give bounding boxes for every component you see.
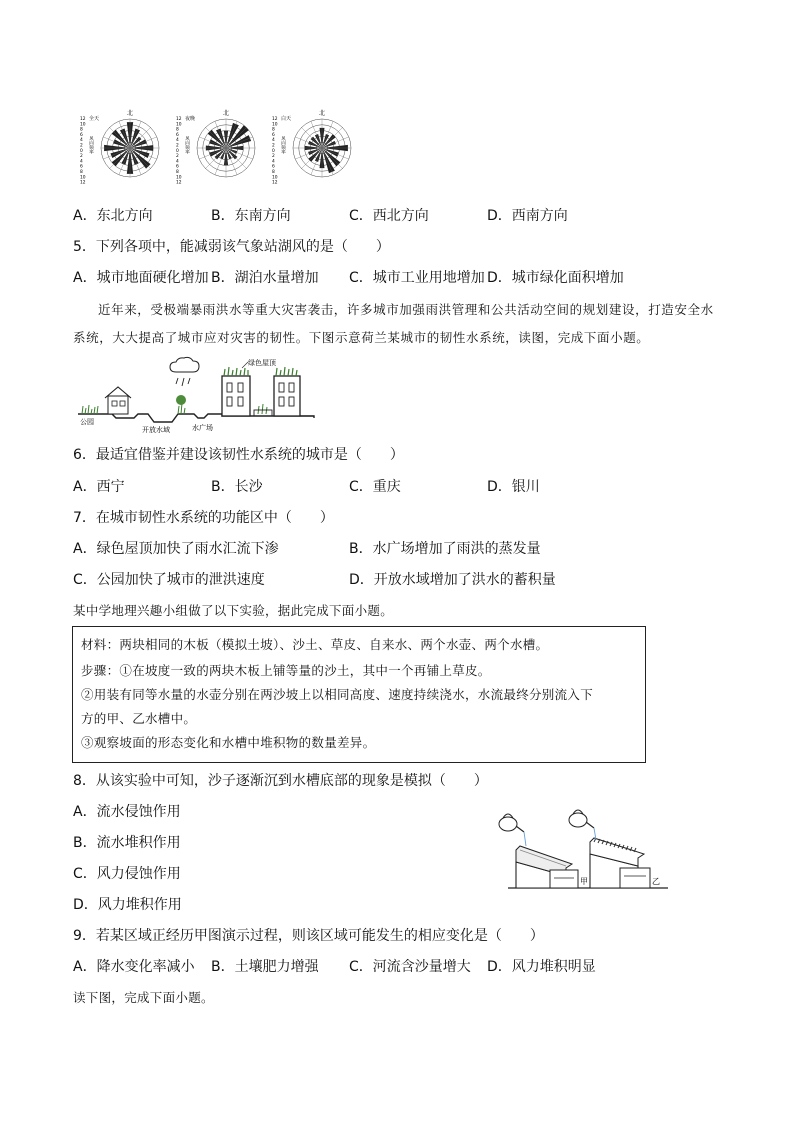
label-water-plaza: 水广场: [192, 424, 213, 432]
rose-axis-label: 风向频率: [88, 136, 94, 154]
wind-rose-figure: [78, 108, 358, 188]
q4-option-d[interactable]: D．西南方向: [487, 208, 568, 224]
rose-tick-label: 2: [176, 154, 179, 160]
wind-rose-1: [80, 109, 159, 186]
rose-period-label: 全天: [89, 116, 100, 122]
rose-tick-label: 8: [272, 127, 275, 133]
rose-tick-label: 12: [272, 117, 278, 122]
rose-tick-label: 8: [80, 170, 83, 175]
q8-option-c[interactable]: C．风力侵蚀作用: [73, 866, 181, 882]
label-open-water: 开放水域: [142, 426, 170, 434]
q6-option-a[interactable]: A．西宁: [73, 479, 125, 495]
q9-option-d[interactable]: D．风力堆积明显: [487, 959, 596, 975]
rose-tick-label: 6: [272, 164, 275, 170]
rose-tick-label: 8: [176, 127, 179, 133]
rose-tick-label: 10: [80, 175, 86, 181]
q6-option-b[interactable]: B．长沙: [211, 479, 263, 495]
rose-tick-label: 2: [80, 154, 83, 160]
experiment-step-2a: ②用装有同等水量的水壶分别在两沙坡上以相同高度、速度持续浇水，水流最终分别流入下: [81, 687, 594, 702]
label-park: 公园: [80, 418, 94, 426]
rose-tick-label: 4: [80, 159, 83, 165]
q7-option-a[interactable]: A．绿色屋顶加快了雨水汇流下渗: [73, 541, 279, 557]
q9-option-b[interactable]: B．土壤肥力增强: [211, 959, 319, 975]
q9-stem: 9．若某区域正经历甲图演示过程，则该区域可能发生的相应变化是（ ）: [73, 928, 544, 944]
rose-tick-label: 12: [176, 117, 182, 122]
rose-tick-label: 6: [80, 132, 83, 138]
wind-rose-2: [176, 109, 255, 186]
rose-tick-label: 6: [176, 164, 179, 170]
rose-axis-label: 风向频率: [184, 136, 190, 154]
rose-tick-label: 0: [80, 148, 83, 154]
q6-option-d[interactable]: D．银川: [487, 479, 540, 495]
rose-period-label: 白天: [281, 116, 292, 122]
rose-north-label: 北: [127, 110, 134, 117]
passage-read-figure: 读下图，完成下面小题。: [73, 990, 214, 1005]
rose-tick-label: 2: [80, 143, 83, 149]
label-green-roof: 绿色屋顶: [248, 359, 276, 367]
q5-option-a[interactable]: A．城市地面硬化增加: [73, 270, 209, 286]
q5-option-d[interactable]: D．城市绿化面积增加: [487, 270, 624, 286]
label-trough-yi: 乙: [652, 877, 660, 886]
experiment-step-1: 步骤：①在坡度一致的两块木板上铺等量的沙土，其中一个再铺上草皮。: [81, 663, 491, 678]
rose-tick-label: 12: [80, 117, 86, 122]
rose-tick-label: 0: [176, 148, 179, 154]
rose-tick-label: 8: [272, 170, 275, 175]
rose-tick-label: 6: [80, 164, 83, 170]
rose-period-label: 夜晚: [185, 116, 196, 122]
resilient-water-figure: [78, 356, 318, 434]
q7-option-d[interactable]: D．开放水域增加了洪水的蓄积量: [349, 572, 556, 588]
q9-option-a[interactable]: A．降水变化率减小: [73, 959, 195, 975]
rose-tick-label: 8: [176, 170, 179, 175]
experiment-materials: 材料：两块相同的木板（模拟土坡）、沙土、草皮、自来水、两个水壶、两个水槽。: [81, 637, 549, 652]
q5-option-b[interactable]: B．湖泊水量增加: [211, 270, 319, 286]
rose-tick-label: 4: [176, 159, 179, 165]
rose-tick-label: 6: [272, 132, 275, 138]
rose-tick-label: 10: [272, 175, 278, 181]
q8-option-d[interactable]: D．风力堆积作用: [73, 897, 182, 913]
q5-stem: 5．下列各项中，能减弱该气象站湖风的是（ ）: [73, 239, 390, 255]
wind-rose-3: [272, 109, 351, 186]
experiment-step-2b: 方的甲、乙水槽中。: [81, 711, 197, 726]
rose-tick-label: 12: [176, 180, 182, 186]
rose-tick-label: 4: [80, 138, 83, 144]
q7-stem: 7．在城市韧性水系统的功能区中（ ）: [73, 510, 334, 526]
q6-option-c[interactable]: C．重庆: [349, 479, 401, 495]
rose-tick-label: 10: [176, 122, 182, 128]
rose-tick-label: 0: [272, 148, 275, 154]
rose-tick-label: 2: [272, 154, 275, 160]
q8-stem: 8．从该实验中可知，沙子逐渐沉到水槽底部的现象是模拟（ ）: [73, 773, 488, 789]
rose-tick-label: 6: [176, 132, 179, 138]
q8-option-a[interactable]: A．流水侵蚀作用: [73, 804, 181, 820]
rose-tick-label: 10: [272, 122, 278, 128]
rose-tick-label: 4: [176, 138, 179, 144]
passage-resilient-water: 近年来，受极端暴雨洪水等重大灾害袭击，许多城市加强雨洪管理和公共活动空间的规划建设，打造安全水系统，大大提高了城市应对灾害的韧性。下图示意荷兰某城市的韧性水系统，读图，完成下面小题。: [73, 302, 714, 345]
experiment-step-3: ③观察坡面的形态变化和水槽中堆积物的数量差异。: [81, 735, 376, 750]
q4-option-a[interactable]: A．东北方向: [73, 208, 153, 224]
q7-option-c[interactable]: C．公园加快了城市的泄洪速度: [73, 572, 265, 588]
q4-option-c[interactable]: C．西北方向: [349, 208, 429, 224]
rose-tick-label: 10: [80, 122, 86, 128]
q4-option-b[interactable]: B．东南方向: [211, 208, 291, 224]
rose-tick-label: 12: [272, 180, 278, 186]
label-trough-jia: 甲: [580, 877, 588, 886]
wind-rose-charts: [78, 108, 358, 188]
rose-tick-label: 4: [272, 159, 275, 165]
experiment-box: [72, 626, 646, 763]
slope-experiment-figure: [494, 806, 670, 892]
q8-option-b[interactable]: B．流水堆积作用: [73, 835, 181, 851]
rose-tick-label: 2: [272, 143, 275, 149]
rose-north-label: 北: [223, 110, 230, 117]
rose-tick-label: 10: [176, 175, 182, 181]
passage-experiment-intro: 某中学地理兴趣小组做了以下实验，据此完成下面小题。: [73, 603, 394, 618]
rose-tick-label: 4: [272, 138, 275, 144]
q9-option-c[interactable]: C．河流含沙量增大: [349, 959, 471, 975]
rose-tick-label: 8: [80, 127, 83, 133]
q7-option-b[interactable]: B．水广场增加了雨洪的蒸发量: [349, 541, 541, 557]
rose-tick-label: 12: [80, 180, 86, 186]
rose-axis-label: 风向频率: [280, 136, 286, 154]
rose-north-label: 北: [319, 110, 326, 117]
q5-option-c[interactable]: C．城市工业用地增加: [349, 270, 485, 286]
rose-tick-label: 2: [176, 143, 179, 149]
q6-stem: 6．最适宜借鉴并建设该韧性水系统的城市是（ ）: [73, 447, 404, 463]
